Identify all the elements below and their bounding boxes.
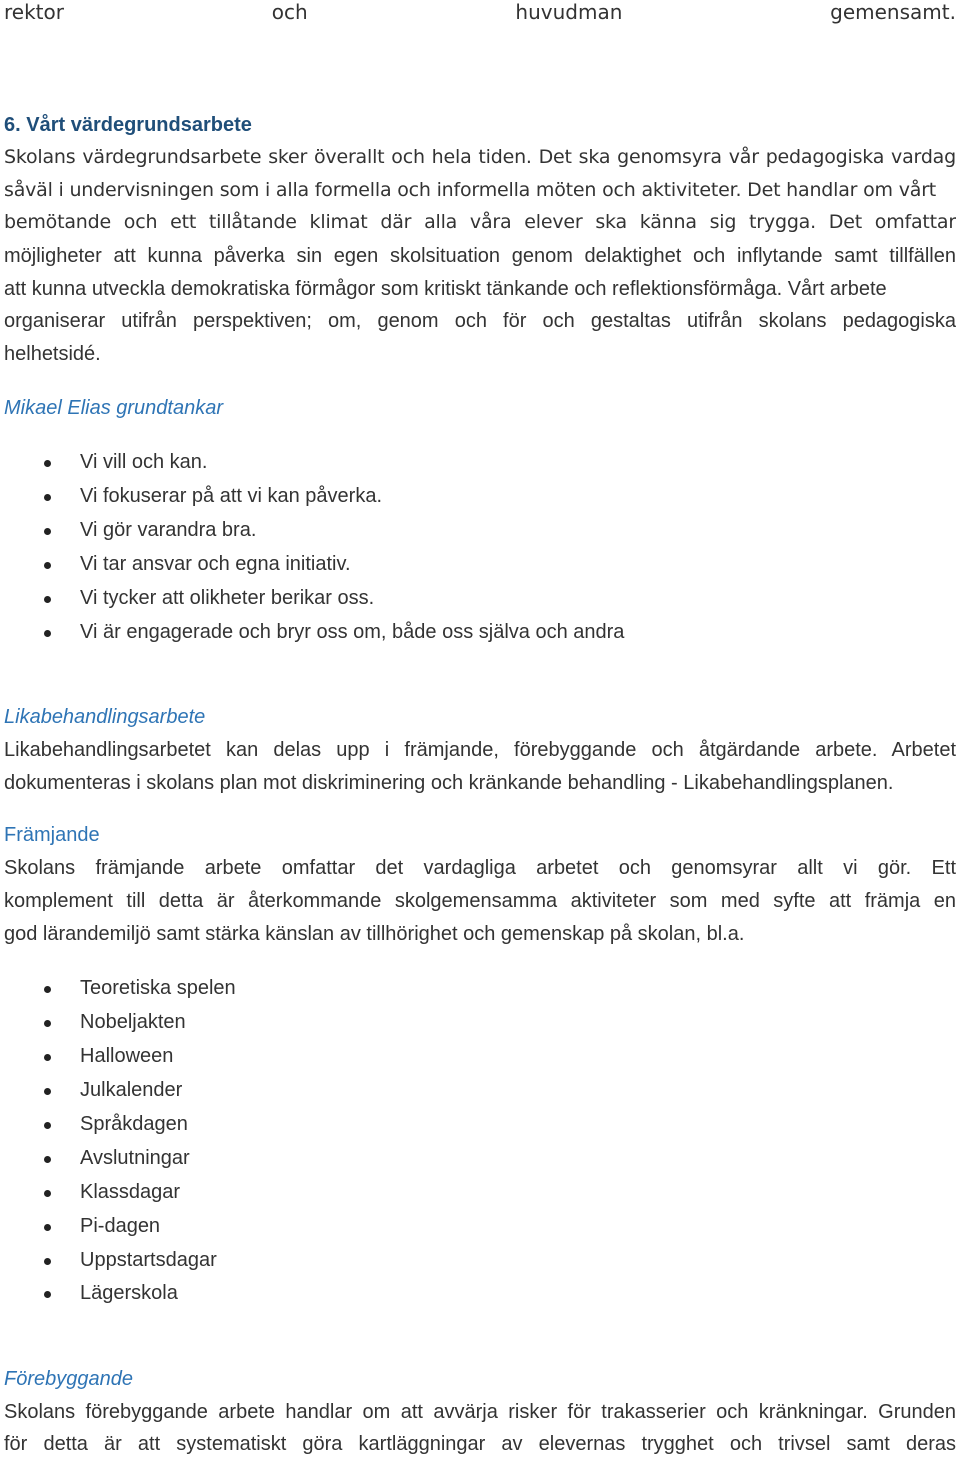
word: huvudman <box>515 0 623 24</box>
bullet-icon <box>44 494 51 501</box>
bullet-icon <box>44 1291 51 1298</box>
bullet-icon <box>44 1122 51 1129</box>
subheading: Mikael Elias grundtankar <box>4 397 223 419</box>
paragraph-line: helhetsidé. <box>4 343 101 365</box>
paragraph-line: att kunna utveckla demokratiska förmågor som kritiskt tänkande och reflektionsförmåga. Vårt arbete <box>4 278 887 300</box>
paragraph-line: möjligheter att kunna påverka sin egen skolsituation genom delaktighet och inflytande samt tillfällen <box>4 245 956 267</box>
section-heading: 6. Vårt värdegrundsarbete <box>4 114 252 136</box>
subheading: Förebyggande <box>4 1368 133 1390</box>
paragraph-line: Skolans förebyggande arbete handlar om att avvärja risker för trakasserier och kränkningar. Grunden <box>4 1401 956 1423</box>
bullet-icon <box>44 562 51 569</box>
document-page: rektor och huvudman gemensamt. 6. Vårt värdegrundsarbete Skolans värdegrundsarbete sker överallt och hela tiden. Det ska genomsyra vår pedagogiska vardag såväl i undervisningen som i alla formella och informella möten och aktiviteter. Det handlar om vårt bemötande och ett tillåtande klimat där alla våra elever ska känna sig trygga. Det omfattar möjligheter att kunna påverka sin egen skolsituation genom delaktighet och inflytande samt tillfällen att kunna utveckla demokratiska förmågor som kritiskt tänkande och reflektionsförmåga. Vårt arbete organiserar utifrån perspektiven; om, genom och för och gestaltas utifrån skolans pedagogiska helhetsidé. Mikael Elias grundtankar Vi vill och kan. Vi fokuserar på att vi kan påverka. Vi gör varandra bra. Vi tar ansvar och egna initiativ. Vi tycker att olikheter berikar oss. Vi är engagerade och bryr oss om, både oss själva och andra Likabehandlingsarbete Likabehandlingsarbetet kan delas upp i främjande, förebyggande och åtgärdande arbete. Arbetet dokumenteras i skolans plan mot diskriminering och kränkande behandling - Likabehandlingsplanen. Främjande Skolans främjande arbete omfattar det vardagliga arbetet och genomsyrar allt vi gör. Ett komplement till detta är återkommande skolgemensamma aktiviteter som med syfte att främja en god lärandemiljö samt stärka känslan av tillhörighet och gemenskap på skolan, bl.a. Teoretiska spelen Nobeljakten Halloween Julkalender Språkdagen Avslutningar Klassdagar Pi-dagen Uppstartsdagar Lägerskola Förebyggande Skolans förebyggande arbete handlar om att avvärja risker för trakasserier och kränkningar. Grunden för detta är att systematiskt göra kartläggningar av elevernas trygghet och trivsel samt deras <box>4 0 956 1455</box>
bullet-icon <box>44 1224 51 1231</box>
bullet-icon <box>44 1088 51 1095</box>
previous-page-continuation <box>4 0 956 24</box>
paragraph-line: såväl i undervisningen som i alla formella och informella möten och aktiviteter. Det handlar om vårt <box>4 179 937 201</box>
paragraph-line: bemötande och ett tillåtande klimat där alla våra elever ska känna sig trygga. Det omfattar <box>4 211 956 233</box>
bullet-icon <box>44 1156 51 1163</box>
bullet-icon <box>44 596 51 603</box>
bullet-icon <box>44 460 51 467</box>
bullet-icon <box>44 986 51 993</box>
word: gemensamt. <box>830 0 956 24</box>
paragraph-line: komplement till detta är återkommande skolgemensamma aktiviteter som med syfte att främja en <box>4 890 956 912</box>
paragraph-line: för detta är att systematiskt göra kartläggningar av elevernas trygghet och trivsel samt deras <box>4 1433 956 1455</box>
subheading: Främjande <box>4 824 100 846</box>
paragraph-line: Skolans värdegrundsarbete sker överallt och hela tiden. Det ska genomsyra vår pedagogiska vardag <box>4 146 956 168</box>
paragraph-line: Likabehandlingsarbetet kan delas upp i främjande, förebyggande och åtgärdande arbete. Arbetet <box>4 739 956 761</box>
subheading: Likabehandlingsarbete <box>4 706 206 728</box>
word: och <box>271 0 308 24</box>
bullet-icon <box>44 1190 51 1197</box>
bullet-icon <box>44 1020 51 1027</box>
paragraph-line: organiserar utifrån perspektiven; om, genom och för och gestaltas utifrån skolans pedagogiska <box>4 310 956 332</box>
paragraph-line: god lärandemiljö samt stärka känslan av tillhörighet och gemenskap på skolan, bl.a. <box>4 923 745 945</box>
bullet-icon <box>44 528 51 535</box>
paragraph-line: dokumenteras i skolans plan mot diskriminering och kränkande behandling - Likabehandlingsplanen. <box>4 772 894 794</box>
word: rektor <box>4 0 64 24</box>
bullet-icon <box>44 1258 51 1265</box>
paragraph-line: Skolans främjande arbete omfattar det vardagliga arbetet och genomsyrar allt vi gör. Ett <box>4 857 956 879</box>
bullet-icon <box>44 1054 51 1061</box>
bullet-icon <box>44 630 51 637</box>
